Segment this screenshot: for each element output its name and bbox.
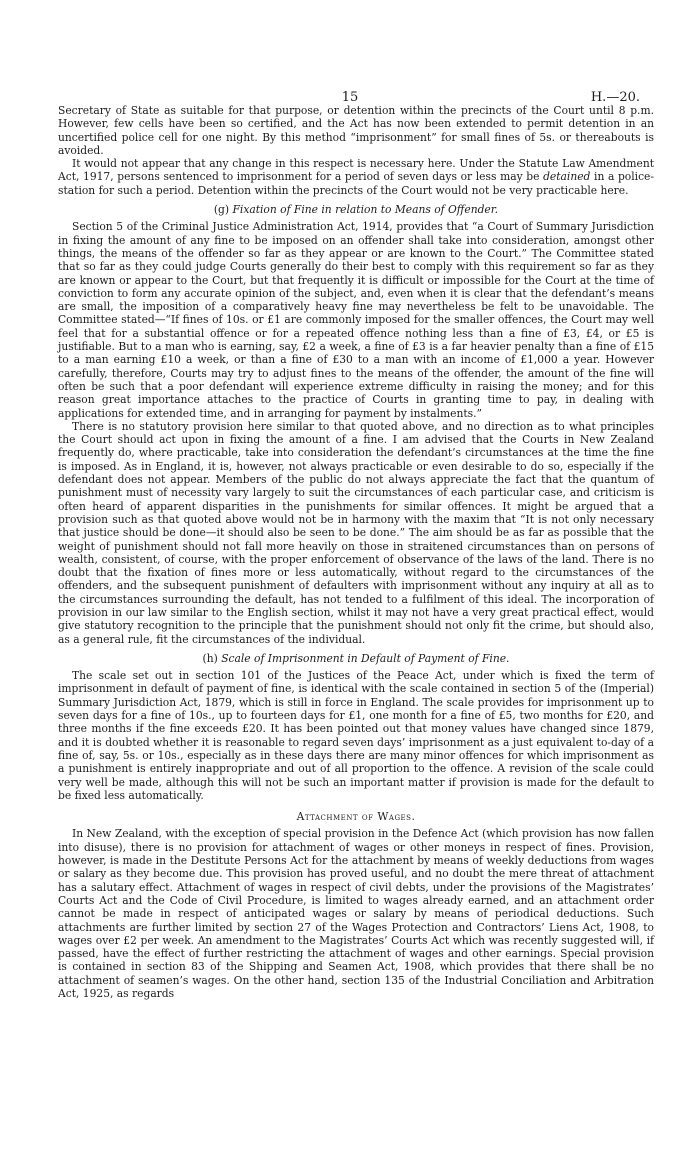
paragraph: Secretary of State as suitable for that purpose, or detention within the precincts of the Court until 8 p.m. However, few cells have been so certified, and the Act has now been extended to permit detention in an uncertified police cell for one night. By this method “imprisonment” for small fines of 5s. or thereabouts is avoided. bbox=[58, 104, 654, 157]
body-text bbox=[58, 104, 654, 1000]
section-heading-g bbox=[58, 203, 654, 216]
section-title: Fixation of Fine in relation to Means of Offender. bbox=[232, 203, 499, 217]
paragraph bbox=[58, 157, 654, 197]
paragraph: Section 5 of the Criminal Justice Administration Act, 1914, provides that “a Court of Summary Jurisdiction in fixing the amount of any fine to be imposed on an offender shall take into consideration, amongst other things, the means of the offender so far as they appear or are known to the Court.” The Committee stated that so far as they could judge Courts generally do their best to comply with this requirement so far as they are known or appear to the Court, but that frequently it is difficult or impossible for the Court at the time of conviction to form any accurate opinion of the subject, and, even when it is clear that the defendant’s means are small, the imposition of a comparatively heavy fine may nevertheless be felt to be unavoidable. The Committee stated—“If fines of 10s. or £1 are commonly imposed for the smaller offences, the Court may well feel that for a substantial offence or for a repeated offence nothing less than a fine of £3, £4, or £5 is justifiable. But to a man who is earning, say, £2 a week, a fine of £3 is a far heavier penalty than a fine of £15 to a man earning £10 a week, or than a fine of £30 to a man with an income of £1,000 a year. However carefully, therefore, Courts may try to adjust fines to the means of the offender, the amount of the fine will often be such that a poor defendant will experience extreme difficulty in raising the money; and for this reason great importance attaches to the practice of Courts in granting time to pay, in dealing with applications for extended time, and in arranging for payment by instalments.” bbox=[58, 220, 654, 420]
paragraph: In New Zealand, with the exception of special provision in the Defence Act (which provision has now fallen into disuse), there is no provision for attachment of wages or other moneys in respect of fines. Provision, however, is made in the Destitute Persons Act for the attachment by means of weekly deductions from wages or salary as they become due. This provision has proved useful, and no doubt the mere threat of attachment has a salutary effect. Attachment of wages in respect of civil debts, under the provisions of the Magistrates’ Courts Act and the Code of Civil Procedure, is limited to wages already earned, and an attachment order cannot be made in respect of anticipated wages or salary by means of periodical deductions. Such attachments are further limited by section 27 of the Wages Protection and Contractors’ Liens Act, 1908, to wages over £2 per week. An amendment to the Magistrates’ Courts Act which was recently suggested will, if passed, have the effect of further restricting the attachment of wages and other earnings. Special provision is contained in section 83 of the Shipping and Seamen Act, 1908, which provides that there shall be no attachment of seamen’s wages. On the other hand, section 135 of the Industrial Conciliation and Arbitration Act, 1925, as regards bbox=[58, 827, 654, 1000]
page-number: 15 bbox=[341, 90, 359, 105]
document-reference: H.—20. bbox=[590, 90, 640, 105]
text-run: in a police-station for such a period. Detention within the precincts of the Court would not be very practicable here. bbox=[58, 170, 654, 197]
emphasis-text: detained bbox=[543, 170, 591, 184]
section-label: (h) bbox=[202, 651, 218, 665]
section-title: Scale of Imprisonment in Default of Payment of Fine. bbox=[221, 651, 510, 665]
text-run: It would not appear that any change in this respect is necessary here. Under the Statute Law Amendment Act, 1917, persons sentenced to imprisonment for a period of seven days or less may be bbox=[58, 157, 654, 184]
section-heading-attachment-of-wages: Attachment of Wages. bbox=[296, 810, 416, 824]
section-label: (g) bbox=[213, 203, 230, 217]
section-heading-h bbox=[58, 652, 654, 665]
paragraph: There is no statutory provision here similar to that quoted above, and no direction as to what principles the Court should act upon in fixing the amount of a fine. I am advised that the Courts in New Zealand frequently do, where practicable, take into consideration the defendant’s circumstances at the time the fine is imposed. As in England, it is, however, not always practicable or even desirable to do so, especially if the defendant does not appear. Members of the public do not always appreciate the fact that the quantum of punishment must of necessity vary largely to suit the circumstances of each particular case, and criticism is often heard of apparent disparities in the punishments for similar offences. It might be argued that a provision such as that quoted above would not be in harmony with the maxim that “It is not only necessary that justice should be done—it should also be seen to be done.” The aim should be as far as possible that the weight of punishment should not fall more heavily on those in straitened circumstances than on persons of wealth, consistent, of course, with the proper enforcement of observance of the laws of the land. There is no doubt that the fixation of fines more or less automatically, without regard to the circumstances of the offenders, and the subsequent punishment of defaulters with imprisonment without any inquiry at all as to the circumstances surrounding the default, has not tended to a fulfilment of this ideal. The incorporation of provision in our law similar to the English section, whilst it may not have a very great practical effect, would give statutory recognition to the principle that the punishment should not only fit the crime, but should also, as a general rule, fit the circumstances of the individual. bbox=[58, 419, 654, 646]
paragraph: The scale set out in section 101 of the Justices of the Peace Act, under which is fixed the term of imprisonment in default of payment of fine, is identical with the scale contained in section 5 of the (Imperial) Summary Jurisdiction Act, 1879, which is still in force in England. The scale provides for imprisonment up to seven days for a fine of 10s., up to fourteen days for £1, one month for a fine of £5, two months for £20, and three months if the fine exceeds £20. It has been pointed out that money values have changed since 1879, and it is doubted whether it is reasonable to regard seven days’ imprisonment as a just equivalent to-day of a fine of, say, 5s. or 10s., especially as in these days there are many minor offences for which imprisonment as a punishment is entirely inappropriate and out of all proportion to the offence. A revision of the scale could very well be made, although this will not be such an important matter if provision is made for the default to be fixed less automatically. bbox=[58, 669, 654, 802]
